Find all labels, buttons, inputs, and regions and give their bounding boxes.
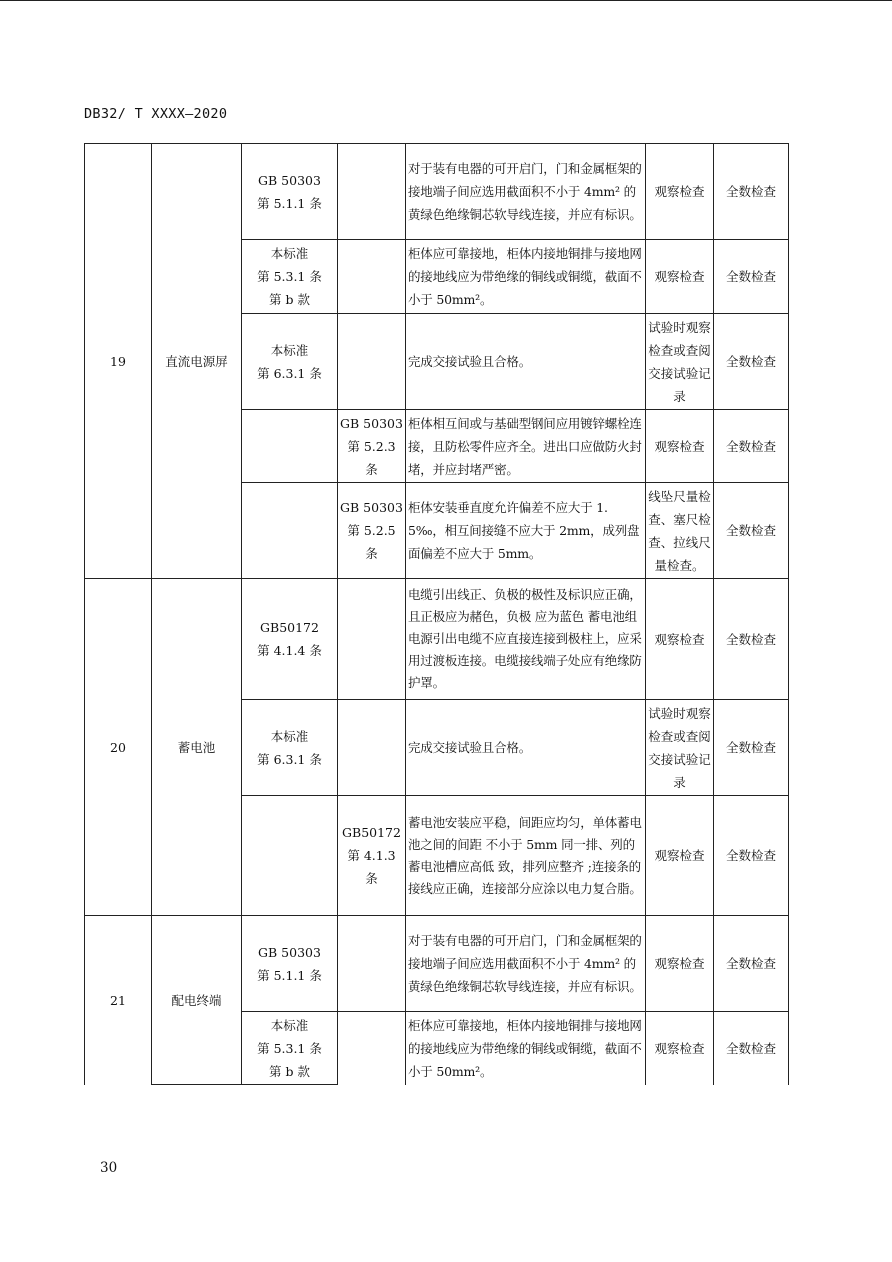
page-number: 30 <box>100 1160 118 1176</box>
basis-cell: 本标准 第 5.3.1 条 第 b 款 <box>242 1012 338 1085</box>
requirement-cell: 柜体安装垂直度允许偏差不应大于 1.5‰，相互间接缝不应大于 2mm，成列盘面偏差不应大于 5mm。 <box>406 483 646 579</box>
basis-cell: GB 50303 第 5.1.1 条 <box>242 144 338 240</box>
basis-cell: 本标准 第 6.3.1 条 <box>242 314 338 410</box>
basis-cell <box>242 796 338 916</box>
method-cell: 观察检查 <box>646 1012 714 1085</box>
basis-cell-secondary <box>338 700 406 796</box>
basis-cell-secondary: GB 50303 第 5.2.3 条 <box>338 410 406 483</box>
top-rule <box>0 0 892 1</box>
basis-cell-secondary <box>338 240 406 314</box>
quantity-cell: 全数检查 <box>714 240 789 314</box>
item-number: 20 <box>85 579 152 916</box>
basis-cell: 本标准 第 6.3.1 条 <box>242 700 338 796</box>
basis-cell: 本标准 第 5.3.1 条 第 b 款 <box>242 240 338 314</box>
table-row <box>85 144 789 240</box>
method-cell: 观察检查 <box>646 916 714 1012</box>
quantity-cell: 全数检查 <box>714 144 789 240</box>
requirement-cell: 蓄电池安装应平稳，间距应均匀，单体蓄电池之间的间距 不小于 5mm 同一排、列的蓄电池槽应高低 致，排列应整齐 ;连接条的接线应正确，连接部分应涂以电力复合脂。 <box>406 796 646 916</box>
requirement-cell: 柜体应可靠接地，柜体内接地铜排与接地网的接地线应为带绝缘的铜线或铜缆，截面不小于 50mm²。 <box>406 240 646 314</box>
requirement-cell: 柜体相互间或与基础型钢间应用镀锌螺栓连接，且防松零件应齐全。进出口应做防火封堵，并应封堵严密。 <box>406 410 646 483</box>
basis-cell-secondary: GB 50303 第 5.2.5 条 <box>338 483 406 579</box>
method-cell: 线坠尺量检查、塞尺检查、拉线尺量检查。 <box>646 483 714 579</box>
method-cell: 试验时观察检查或查阅交接试验记录 <box>646 314 714 410</box>
method-cell: 观察检查 <box>646 796 714 916</box>
basis-cell-secondary <box>338 314 406 410</box>
basis-cell-secondary <box>338 1012 406 1085</box>
table-row <box>85 916 789 1012</box>
inspection-table <box>84 143 789 1085</box>
basis-cell <box>242 483 338 579</box>
item-number: 21 <box>85 916 152 1085</box>
quantity-cell: 全数检查 <box>714 314 789 410</box>
document-code: DB32/ T XXXX—2020 <box>84 106 228 122</box>
requirement-cell: 电缆引出线正、负极的极性及标识应正确，且正极应为赭色，负极 应为蓝色 蓄电池组电源引出电缆不应直接连接到极柱上，应采用过渡板连接。电缆接线端子处应有绝缘防护罩。 <box>406 579 646 700</box>
basis-cell: GB 50303 第 5.1.1 条 <box>242 916 338 1012</box>
method-cell: 试验时观察检查或查阅交接试验记录 <box>646 700 714 796</box>
requirement-cell: 柜体应可靠接地，柜体内接地铜排与接地网的接地线应为带绝缘的铜线或铜缆，截面不小于 50mm²。 <box>406 1012 646 1085</box>
method-cell: 观察检查 <box>646 240 714 314</box>
quantity-cell: 全数检查 <box>714 410 789 483</box>
table-row <box>85 579 789 700</box>
quantity-cell: 全数检查 <box>714 483 789 579</box>
quantity-cell: 全数检查 <box>714 916 789 1012</box>
method-cell: 观察检查 <box>646 144 714 240</box>
item-number: 19 <box>85 144 152 579</box>
item-name: 配电终端 <box>152 916 242 1085</box>
basis-cell <box>242 410 338 483</box>
method-cell: 观察检查 <box>646 579 714 700</box>
basis-cell-secondary <box>338 579 406 700</box>
requirement-cell: 完成交接试验且合格。 <box>406 700 646 796</box>
quantity-cell: 全数检查 <box>714 579 789 700</box>
quantity-cell: 全数检查 <box>714 796 789 916</box>
item-name: 直流电源屏 <box>152 144 242 579</box>
requirement-cell: 对于装有电器的可开启门，门和金属框架的接地端子间应选用截面积不小于 4mm² 的黄绿色绝缘铜芯软导线连接，并应有标识。 <box>406 144 646 240</box>
method-cell: 观察检查 <box>646 410 714 483</box>
quantity-cell: 全数检查 <box>714 1012 789 1085</box>
basis-cell-secondary <box>338 916 406 1012</box>
basis-cell-secondary <box>338 144 406 240</box>
basis-cell: GB50172 第 4.1.4 条 <box>242 579 338 700</box>
requirement-cell: 对于装有电器的可开启门，门和金属框架的接地端子间应选用截面积不小于 4mm² 的黄绿色绝缘铜芯软导线连接，并应有标识。 <box>406 916 646 1012</box>
item-name: 蓄电池 <box>152 579 242 916</box>
quantity-cell: 全数检查 <box>714 700 789 796</box>
basis-cell-secondary: GB50172 第 4.1.3 条 <box>338 796 406 916</box>
requirement-cell: 完成交接试验且合格。 <box>406 314 646 410</box>
